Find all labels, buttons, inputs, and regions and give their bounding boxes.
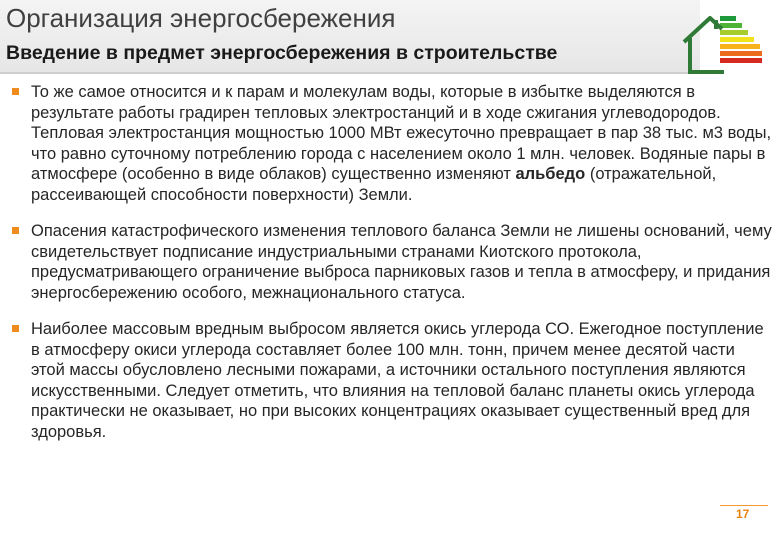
bullet-text: Наиболее массовым вредным выбросом является окись углерода СО. Ежегодное поступление в атмосферу окиси углерода составляет более 100 млн. тонн, причем менее десятой части этой массы обусловлено лесными пожарами, а источники остального поступления являются искусственными. Следует отметить, что влияния на тепловой баланс планеты окись углерода практически не оказывает, но при высоких концентрациях оказывает существенный вред для здоровья. — [31, 320, 764, 441]
page-number: 17 — [736, 507, 750, 521]
bullet-item — [12, 221, 772, 303]
bullet-bold-term: альбедо — [515, 165, 586, 183]
slide-body — [12, 82, 772, 458]
bullet-text: Опасения катастрофического изменения теплового баланса Земли не лишены оснований, чему свидетельствует подписание индустриальными странами Киотского протокола, предусматривающего ограничение выброса парниковых газов и тепла в атмосферу, и придания энергосбережению особого, межнационального статуса. — [31, 222, 772, 302]
energy-efficiency-house-icon — [680, 12, 762, 76]
header-divider — [0, 72, 700, 74]
slide-title: Организация энергосбережения — [6, 3, 396, 33]
bullet-item — [12, 82, 772, 205]
bullet-text: То же самое относится и к парам и молекулам воды, которые в избытке выделяются в результате работы градирен тепловых электростанций и в ходе сжигания углеводородов. Тепловая электростанция мощностью 1000 МВт ежесуточно превращает в пар 38 тыс. м3 воды, что равно суточному потреблению города с населением около 1 млн. человек. Водяные пары в атмосфере (особенно в виде облаков) существенно изменяют — [31, 83, 772, 183]
bullet-text: (отражательной, рассеивающей способности поверхности) Земли. — [31, 165, 717, 204]
bullet-item — [12, 319, 772, 442]
slide-subtitle: Введение в предмет энергосбережения в строительстве — [6, 42, 558, 64]
bullet-marker — [12, 227, 19, 234]
bullet-marker — [12, 325, 19, 332]
slide-header — [0, 0, 700, 72]
page-number-rule — [720, 505, 768, 506]
bullet-marker — [12, 88, 19, 95]
